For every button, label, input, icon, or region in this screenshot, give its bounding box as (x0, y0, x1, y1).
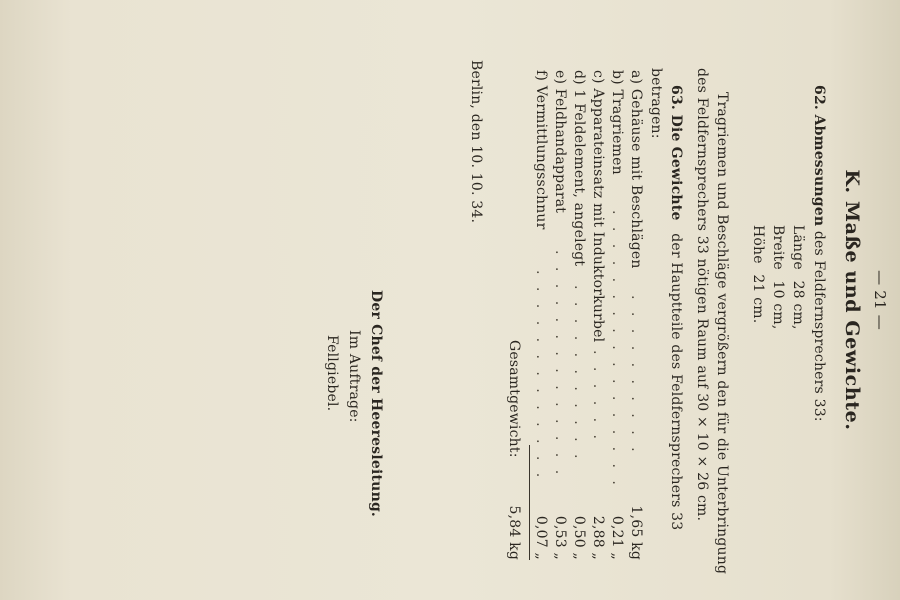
weight-row-label: b) Tragriemen (609, 70, 625, 175)
dimension-width-value: 10 cm, (770, 280, 786, 330)
dimension-width (770, 225, 786, 330)
item-63-heading: Die Gewichte (668, 114, 684, 221)
dimension-length (790, 225, 806, 330)
leader-dots: . . . . . . . . . . . . . (533, 270, 549, 482)
weight-row-value: 0,50 „ (571, 515, 587, 560)
item-63-text-line-2: betragen: (648, 68, 664, 139)
weight-row-label: d) 1 Feldelement, angelegt (571, 70, 587, 267)
item-62-note-line-2: des Feldfernsprechers 33 nötigen Raum auf 30 × 10 × 26 cm. (694, 68, 710, 522)
weight-row-value: 0,07 „ (533, 515, 549, 560)
place-date: Berlin, den 10. 10. 34. (468, 60, 484, 224)
total-weight-label: Gesamtgewicht: (506, 340, 522, 458)
dimension-width-label: Breite (770, 225, 786, 270)
dimension-length-value: 28 cm, (790, 280, 806, 330)
weight-row-label: a) Gehäuse mit Beschlägen (628, 70, 644, 269)
weight-row-label: c) Apparateinsatz mit Induktorkurbel (590, 70, 606, 343)
item-63-number: 63. (668, 85, 684, 110)
item-62-heading: Abmessungen (811, 114, 827, 227)
weight-row-value: 2,88 „ (590, 515, 606, 560)
page-number: — 21 — (871, 270, 889, 330)
item-63-text: der Hauptteile des Feldfernsprechers 33 (668, 233, 684, 531)
item-62-text: des Feldfernsprechers 33: (811, 230, 827, 422)
dimension-height-label: Höhe (750, 225, 766, 264)
leader-dots: . . . . . . . . . . . . . . (552, 250, 568, 479)
on-behalf-line: Im Auftrage: (346, 330, 362, 423)
section-title: K. Maße und Gewichte. (841, 169, 863, 431)
weight-row-value: 0,53 „ (552, 515, 568, 560)
weight-row-f (533, 70, 549, 560)
weight-row-value: 1,65 kg (628, 505, 644, 560)
leader-dots: . . . . . . (590, 350, 606, 443)
weight-row-a (628, 70, 644, 560)
total-weight-row (506, 340, 522, 560)
weight-row-value: 0,21 „ (609, 515, 625, 560)
weight-row-label: e) Feldhandapparat (552, 70, 568, 214)
leader-dots: . . . . . . . . . . . (571, 285, 587, 463)
item-62-number: 62. (811, 85, 827, 110)
issuing-authority: Der Chef der Heeresleitung. (368, 290, 384, 518)
signature-name: Fellgiebel. (324, 335, 340, 412)
item-63-line (668, 85, 684, 530)
item-62-note-line-1: Tragriemen und Beschläge vergrößern den für die Unterbringung (714, 92, 730, 575)
total-rule (529, 445, 530, 560)
dimension-height-value: 21 cm. (750, 274, 766, 324)
dimension-height (750, 225, 766, 323)
weight-row-b (609, 70, 625, 560)
leader-dots: . . . . . . . . . . . . . . . . . (609, 210, 625, 489)
total-weight-value: 5,84 kg (506, 505, 522, 560)
item-62-line (811, 85, 827, 422)
dimension-length-label: Länge (790, 225, 806, 270)
weight-row-d (571, 70, 587, 560)
weight-row-label: f) Vermittlungsschnur (533, 70, 549, 230)
leader-dots: . . . . . . . . . . (628, 295, 644, 456)
weight-row-e (552, 70, 568, 560)
weight-row-c (590, 70, 606, 560)
